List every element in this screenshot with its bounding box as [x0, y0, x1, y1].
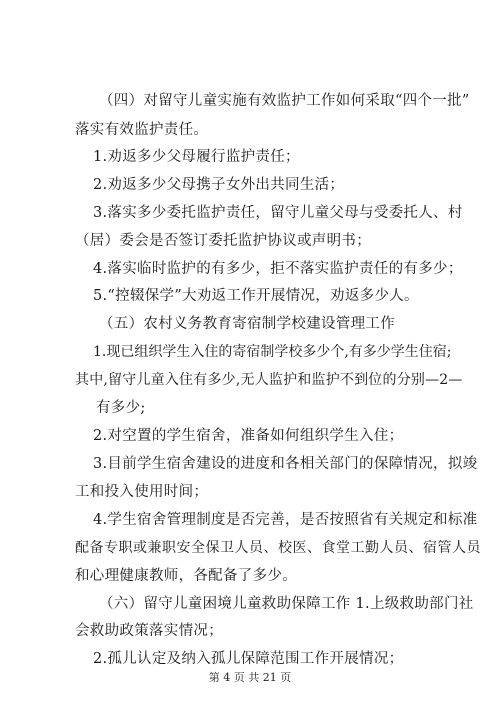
text-line-3: 1.劝返多少父母履行监护责任； [93, 149, 300, 165]
text-line-6: （居）委会是否签订委托监护协议或声明书； [75, 233, 371, 249]
text-line-12: 有多少; [96, 400, 146, 416]
text-line-11: 其中,留守儿童入住有多少,无人监护和监护不到位的分别—2— [75, 372, 463, 388]
text-line-7: 4.落实临时监护的有多少，拒不落实监护责任的有多少； [93, 261, 463, 277]
text-line-14: 3.目前学生宿舍建设的进度和各相关部门的保障情况，拟竣 [93, 456, 478, 472]
text-line-19: （六）留守儿童困境儿童救助保障工作 1.上级救助部门社 [99, 596, 474, 612]
text-line-9: （五）农村义务教育寄宿制学校建设管理工作 [99, 316, 395, 332]
text-line-15: 工和投入使用时间； [75, 484, 209, 500]
text-line-17: 配备专职或兼职安全保卫人员、校医、食堂工勤人员、宿管人员 [75, 540, 481, 556]
text-line-1: （四）对留守儿童实施有效监护工作如何采取“四个一批” [99, 93, 470, 109]
text-line-13: 2.对空置的学生宿舍，准备如何组织学生入住； [93, 428, 404, 444]
text-line-4: 2.劝返多少父母携子女外出共同生活； [93, 177, 345, 193]
text-line-21: 2.孤儿认定及纳入孤儿保障范围工作开展情况； [93, 651, 404, 667]
text-line-16: 4.学生宿舍管理制度是否完善，是否按照省有关规定和标准 [93, 512, 478, 528]
page-number-footer: 第 4 页 共 21 页 [208, 671, 292, 684]
text-line-20: 会救助政策落实情况； [75, 623, 223, 639]
text-line-18: 和心理健康教师，各配备了多少。 [75, 568, 297, 584]
text-line-10: 1.现已组织学生入住的寄宿制学校多少个,有多少学生住宿; [93, 344, 452, 360]
text-line-2: 落实有效监护责任。 [75, 122, 209, 138]
text-line-5: 3.落实多少委托监护责任，留守儿童父母与受委托人、村 [93, 205, 463, 221]
text-line-8: 5.“控辍保学”大劝返工作开展情况，劝返多少人。 [93, 288, 419, 304]
